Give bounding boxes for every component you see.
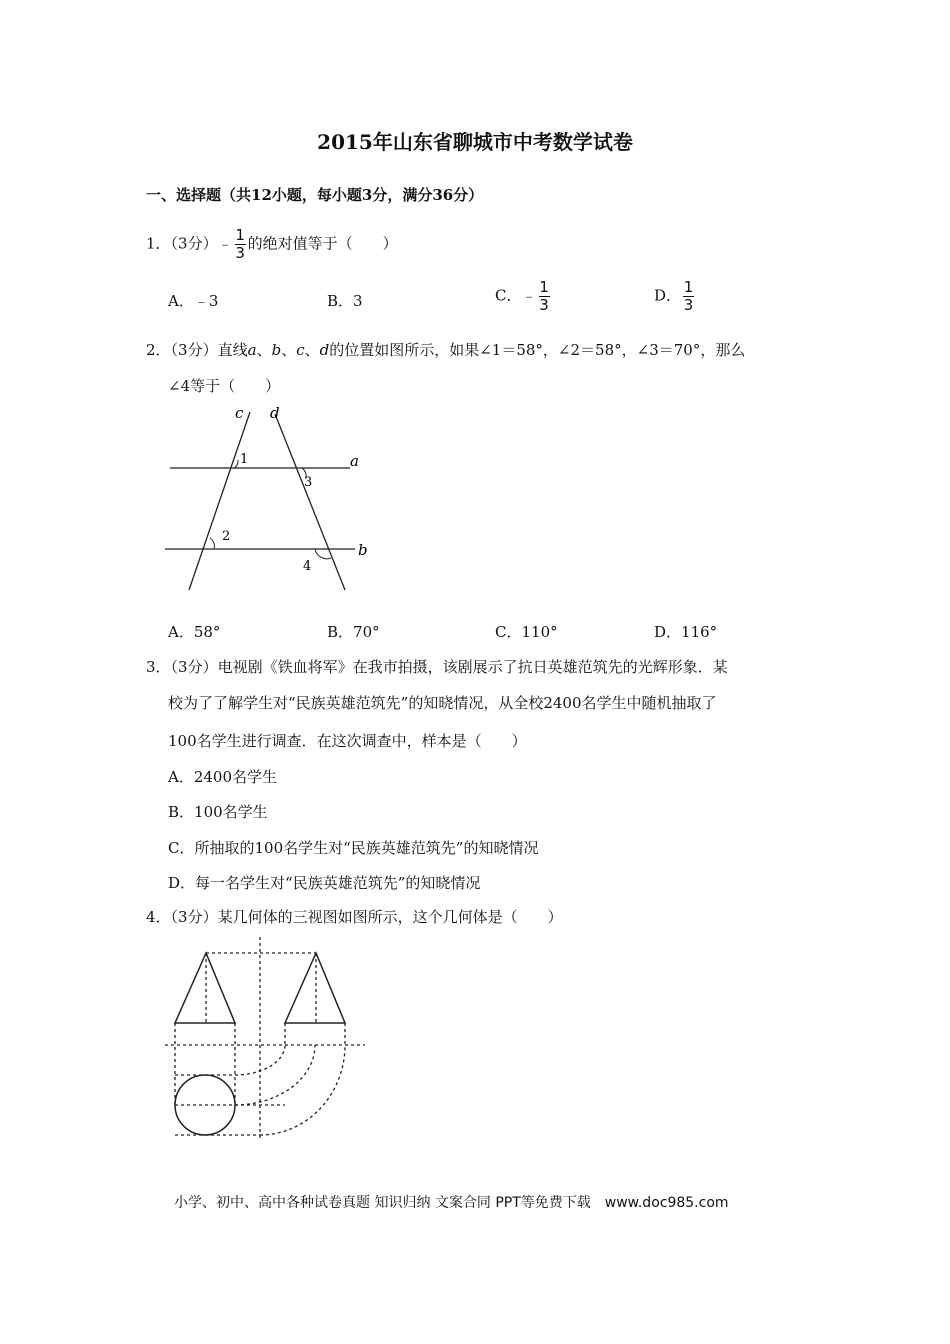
q3-line-1: 3．（3分）电视剧《铁血将军》在我市拍摄，该剧展示了抗日英雄范筑先的光辉形象．某 (146, 658, 728, 676)
q1-neg: ﹣ (217, 234, 233, 253)
footer: 小学、初中、高中各种试卷真题 知识归纳 文案合同 PPT等免费下载 www.doc985.com (174, 1195, 729, 1211)
q3-option-a: A．2400名学生 (168, 768, 278, 786)
q2-text-a: 直线 (217, 341, 248, 359)
q2-option-b: B．70° (327, 623, 380, 641)
frac-denominator: 3 (683, 296, 694, 314)
q3-line-2: 校为了了解学生对“民族英雄范筑先”的知晓情况，从全校2400名学生中随机抽取了 (168, 694, 717, 712)
label-2: 2 (222, 529, 231, 544)
side-view-triangle (285, 953, 345, 1023)
label-c: c (235, 404, 244, 422)
label-a: a (350, 452, 359, 470)
q2-number: 2． (146, 341, 171, 359)
q1-fraction (235, 228, 246, 261)
q1-option-d (654, 280, 696, 313)
q2-option-d: D．116° (654, 623, 718, 641)
q2-option-a: A．58° (168, 623, 221, 641)
q3-option-c: C．所抽取的100名学生对“民族英雄范筑先”的知晓情况 (168, 839, 539, 857)
page-title: 2015年山东省聊城市中考数学试卷 (317, 130, 633, 154)
option-d-fraction (683, 280, 694, 313)
var-b: b (271, 341, 282, 359)
section-heading: 一、选择题（共12小题，每小题3分，满分36分） (146, 186, 484, 204)
option-d-prefix: D． (654, 286, 682, 305)
option-c-fraction (539, 280, 550, 313)
angle-2-arc (210, 538, 214, 549)
option-c-prefix: C． (495, 286, 522, 305)
q1-option-b: B．3 (327, 292, 363, 310)
option-c-neg: ﹣ (521, 286, 537, 305)
label-3: 3 (304, 475, 313, 490)
q3-option-b: B．100名学生 (168, 803, 268, 821)
q3-line-3: 100名学生进行调查．在这次调查中，样本是（ ） (168, 732, 527, 750)
separator: 、 (281, 341, 297, 359)
q1-option-c (495, 280, 552, 313)
frac-numerator: 1 (235, 226, 245, 244)
label-4: 4 (303, 559, 312, 574)
q2-score: （3分） (170, 341, 218, 359)
question-1 (146, 228, 398, 261)
line-c (189, 412, 250, 590)
angle-1-arc (234, 460, 238, 468)
q3-option-d: D．每一名学生对“民族英雄范筑先”的知晓情况 (168, 874, 481, 892)
frac-denominator: 3 (235, 244, 245, 262)
q2-figure (150, 400, 390, 600)
label-1: 1 (240, 452, 249, 467)
q1-text: 的绝对值等于（ ） (247, 234, 398, 253)
separator: 、 (256, 341, 272, 359)
frac-numerator: 1 (539, 278, 549, 296)
frac-denominator: 3 (539, 296, 549, 314)
var-a: a (247, 341, 257, 359)
q2-line-2: ∠4等于（ ） (168, 377, 281, 395)
q4-line-1: 4．（3分）某几何体的三视图如图所示，这个几何体是（ ） (146, 908, 563, 926)
q1-number: 1． (146, 234, 171, 253)
q2-text-b: 的位置如图所示，如果∠1＝58°，∠2＝58°，∠3＝70°，那么 (329, 341, 746, 359)
label-d: d (270, 404, 280, 422)
separator: 、 (304, 341, 320, 359)
q4-three-view-figure (160, 935, 370, 1145)
var-c: c (296, 341, 305, 359)
q2-option-c: C．110° (495, 623, 558, 641)
frac-numerator: 1 (683, 278, 694, 296)
var-d: d (319, 341, 330, 359)
front-view-triangle (175, 953, 235, 1023)
q1-score: （3分） (170, 234, 218, 253)
q1-option-a: A．﹣3 (168, 292, 219, 310)
label-b: b (358, 541, 368, 559)
q2-line-1 (146, 339, 745, 360)
